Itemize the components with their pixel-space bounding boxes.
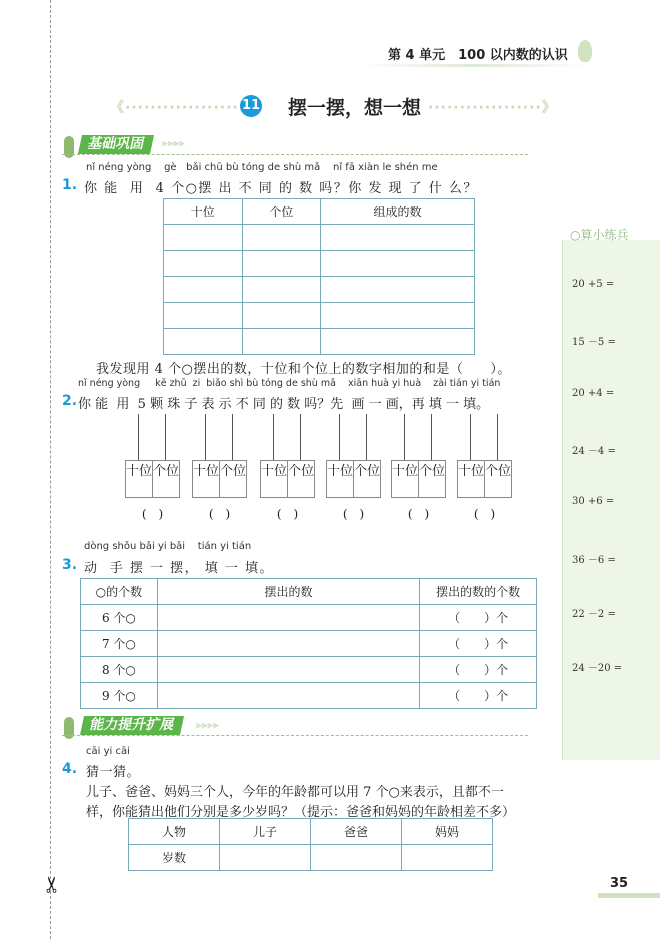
th-mom: 妈妈 — [402, 819, 493, 845]
mental-math-title: ○算小练兵 — [570, 228, 629, 242]
abacus-rod-ones — [232, 414, 233, 460]
q1-table — [163, 198, 475, 355]
table-row — [164, 303, 475, 329]
table-row — [164, 277, 475, 303]
age-mom-cell[interactable] — [402, 845, 493, 871]
abacus-rod-tens — [138, 414, 139, 460]
abacus-place-box — [326, 460, 381, 498]
section-deco: ⫸⫸⫸⫸ — [196, 720, 219, 731]
title-arrows-right: ··················》 — [428, 100, 557, 116]
answer-cell[interactable] — [321, 225, 475, 251]
answer-cell[interactable] — [321, 329, 475, 355]
tens-label: 十位 — [261, 461, 288, 497]
title-arrows-left: 《·················· — [110, 100, 239, 116]
answer-cell[interactable] — [164, 277, 243, 303]
answer-cell[interactable] — [242, 303, 321, 329]
mental-math-item: 22 －2 = — [572, 608, 616, 620]
header-underline — [360, 64, 590, 67]
answer-cell[interactable]: （ ）个 — [420, 657, 537, 683]
q4-number: 4. — [62, 761, 78, 777]
cut-line — [50, 0, 51, 939]
unit-header: 第 4 单元 100 以内数的认识 — [388, 48, 568, 63]
table-row — [81, 631, 537, 657]
table-row — [164, 251, 475, 277]
lesson-number: 11 — [240, 95, 262, 117]
answer-cell[interactable] — [157, 605, 419, 631]
answer-cell[interactable] — [164, 303, 243, 329]
answer-cell[interactable]: （ ）个 — [420, 605, 537, 631]
section-divider — [62, 154, 528, 155]
q1-pinyin: nǐ néng yòng gè bǎi chū bù tóng de shù mǎ nǐ fā xiàn le shén me — [86, 162, 438, 173]
leaf-icon — [578, 40, 592, 62]
mental-math-item: 24 －20 = — [572, 663, 623, 675]
abacus-answer-blank[interactable]: ( ) — [141, 507, 164, 521]
ones-label: 个位 — [220, 464, 247, 479]
th-ones: 个位 — [242, 199, 321, 225]
mental-math-item: 20 +4 = — [572, 387, 615, 399]
answer-cell[interactable] — [321, 251, 475, 277]
q4-table — [128, 818, 493, 871]
abacus-place-box — [125, 460, 180, 498]
abacus-rod-tens — [205, 414, 206, 460]
q1-finding: 我发现用 4 个○摆出的数，十位和个位上的数字相加的和是（ ）。 — [96, 362, 511, 377]
mental-math-item: 15 －5 = — [572, 337, 616, 349]
answer-cell[interactable] — [321, 303, 475, 329]
abacus-rod-ones — [165, 414, 166, 460]
abacus-answer-blank[interactable]: ( ) — [276, 507, 299, 521]
q1-text: 你 能 用 4 个○摆 出 不 同 的 数 吗？你 发 现 了 什 么？ — [84, 181, 478, 196]
q4-pinyin: cāi yi cāi — [86, 746, 130, 757]
th-dad: 爸爸 — [311, 819, 402, 845]
abacus-rod-tens — [404, 414, 405, 460]
q4-line2: 样，你能猜出他们分别是多少岁吗？（提示：爸爸和妈妈的年龄相差不多） — [86, 805, 516, 820]
abacus-rod-tens — [470, 414, 471, 460]
th-person: 人物 — [129, 819, 220, 845]
table-row — [164, 329, 475, 355]
mental-math-item: 30 +6 = — [572, 496, 615, 508]
tens-label: 十位 — [126, 461, 153, 497]
ones-label: 个位 — [354, 464, 381, 479]
ones-label: 个位 — [153, 464, 180, 479]
count-cell: 8 个○ — [81, 657, 158, 683]
age-son-cell[interactable] — [220, 845, 311, 871]
q1-number: 1. — [62, 177, 78, 193]
abacus-answer-blank[interactable]: ( ) — [208, 507, 231, 521]
th-numbers: 摆出的数 — [157, 579, 419, 605]
row-age: 岁数 — [129, 845, 220, 871]
ones-label: 个位 — [419, 464, 446, 479]
th-number: 组成的数 — [321, 199, 475, 225]
answer-cell[interactable] — [164, 251, 243, 277]
q3-table — [80, 578, 537, 709]
answer-cell[interactable] — [157, 683, 419, 709]
table-row — [81, 657, 537, 683]
abacus-answer-blank[interactable]: ( ) — [407, 507, 430, 521]
q3-pinyin: dòng shǒu bǎi yi bǎi tián yi tián — [84, 541, 252, 552]
mental-math-item: 24 －4 = — [572, 445, 616, 457]
abacus-rod-ones — [431, 414, 432, 460]
answer-cell[interactable] — [242, 225, 321, 251]
abacus-answer-blank[interactable]: ( ) — [342, 507, 365, 521]
answer-cell[interactable] — [164, 329, 243, 355]
count-cell: 6 个○ — [81, 605, 158, 631]
answer-cell[interactable] — [321, 277, 475, 303]
answer-cell[interactable]: （ ）个 — [420, 683, 537, 709]
abacus-answer-blank[interactable]: ( ) — [473, 507, 496, 521]
abacus-place-box — [192, 460, 247, 498]
table-row — [164, 225, 475, 251]
lesson-title: 摆一摆，想一想 — [288, 97, 422, 119]
q4-line1: 儿子、爸爸、妈妈三个人，今年的年龄都可以用 7 个○来表示，且都不一 — [86, 785, 504, 800]
ones-label: 个位 — [485, 464, 512, 479]
abacus-rod-ones — [497, 414, 498, 460]
table-row — [81, 683, 537, 709]
q2-pinyin: nǐ néng yòng kē zhū zi biǎo shì bù tóng de shù mǎ xiān huà yi huà zài tián yi tián — [78, 378, 501, 389]
q3-number: 3. — [62, 557, 78, 573]
tens-label: 十位 — [458, 461, 485, 497]
mental-math-item: 36 －6 = — [572, 554, 616, 566]
page-bar — [598, 893, 660, 898]
scissors-icon: ✂ — [40, 875, 66, 894]
q3-text: 动 手 摆 一 摆， 填 一 填。 — [84, 561, 275, 576]
th-tens: 十位 — [164, 199, 243, 225]
abacus-place-box — [260, 460, 315, 498]
abacus-rod-ones — [366, 414, 367, 460]
answer-cell[interactable] — [157, 631, 419, 657]
answer-cell[interactable] — [157, 657, 419, 683]
section-deco: ⫸⫸⫸⫸ — [162, 138, 185, 149]
answer-cell[interactable] — [242, 251, 321, 277]
th-count: ○的个数 — [81, 579, 158, 605]
tens-label: 十位 — [327, 461, 354, 497]
q2-number: 2. — [62, 393, 78, 409]
answer-cell[interactable] — [242, 277, 321, 303]
ones-label: 个位 — [288, 464, 315, 479]
answer-cell[interactable]: （ ）个 — [420, 631, 537, 657]
abacus-place-box — [457, 460, 512, 498]
abacus-rod-tens — [339, 414, 340, 460]
age-dad-cell[interactable] — [311, 845, 402, 871]
count-cell: 7 个○ — [81, 631, 158, 657]
section-advanced: 能力提升扩展 — [80, 716, 184, 735]
answer-cell[interactable] — [164, 225, 243, 251]
mental-math-item: 20 +5 = — [572, 279, 615, 290]
section-divider — [62, 735, 528, 736]
tens-label: 十位 — [193, 461, 220, 497]
tens-label: 十位 — [392, 461, 419, 497]
abacus-place-box — [391, 460, 446, 498]
page-number: 35 — [610, 876, 629, 891]
answer-cell[interactable] — [242, 329, 321, 355]
th-how-many: 摆出的数的个数 — [420, 579, 537, 605]
q4-text: 猜一猜。 — [86, 765, 141, 780]
section-basic: 基础巩固 — [78, 135, 154, 154]
count-cell: 9 个○ — [81, 683, 158, 709]
q2-text: 你 能 用 5 颗 珠 子 表 示 不 同 的 数 吗？先 画 一 画，再 填 一 填。 — [78, 397, 490, 412]
abacus-rod-tens — [273, 414, 274, 460]
th-son: 儿子 — [220, 819, 311, 845]
table-row — [81, 605, 537, 631]
abacus-rod-ones — [300, 414, 301, 460]
